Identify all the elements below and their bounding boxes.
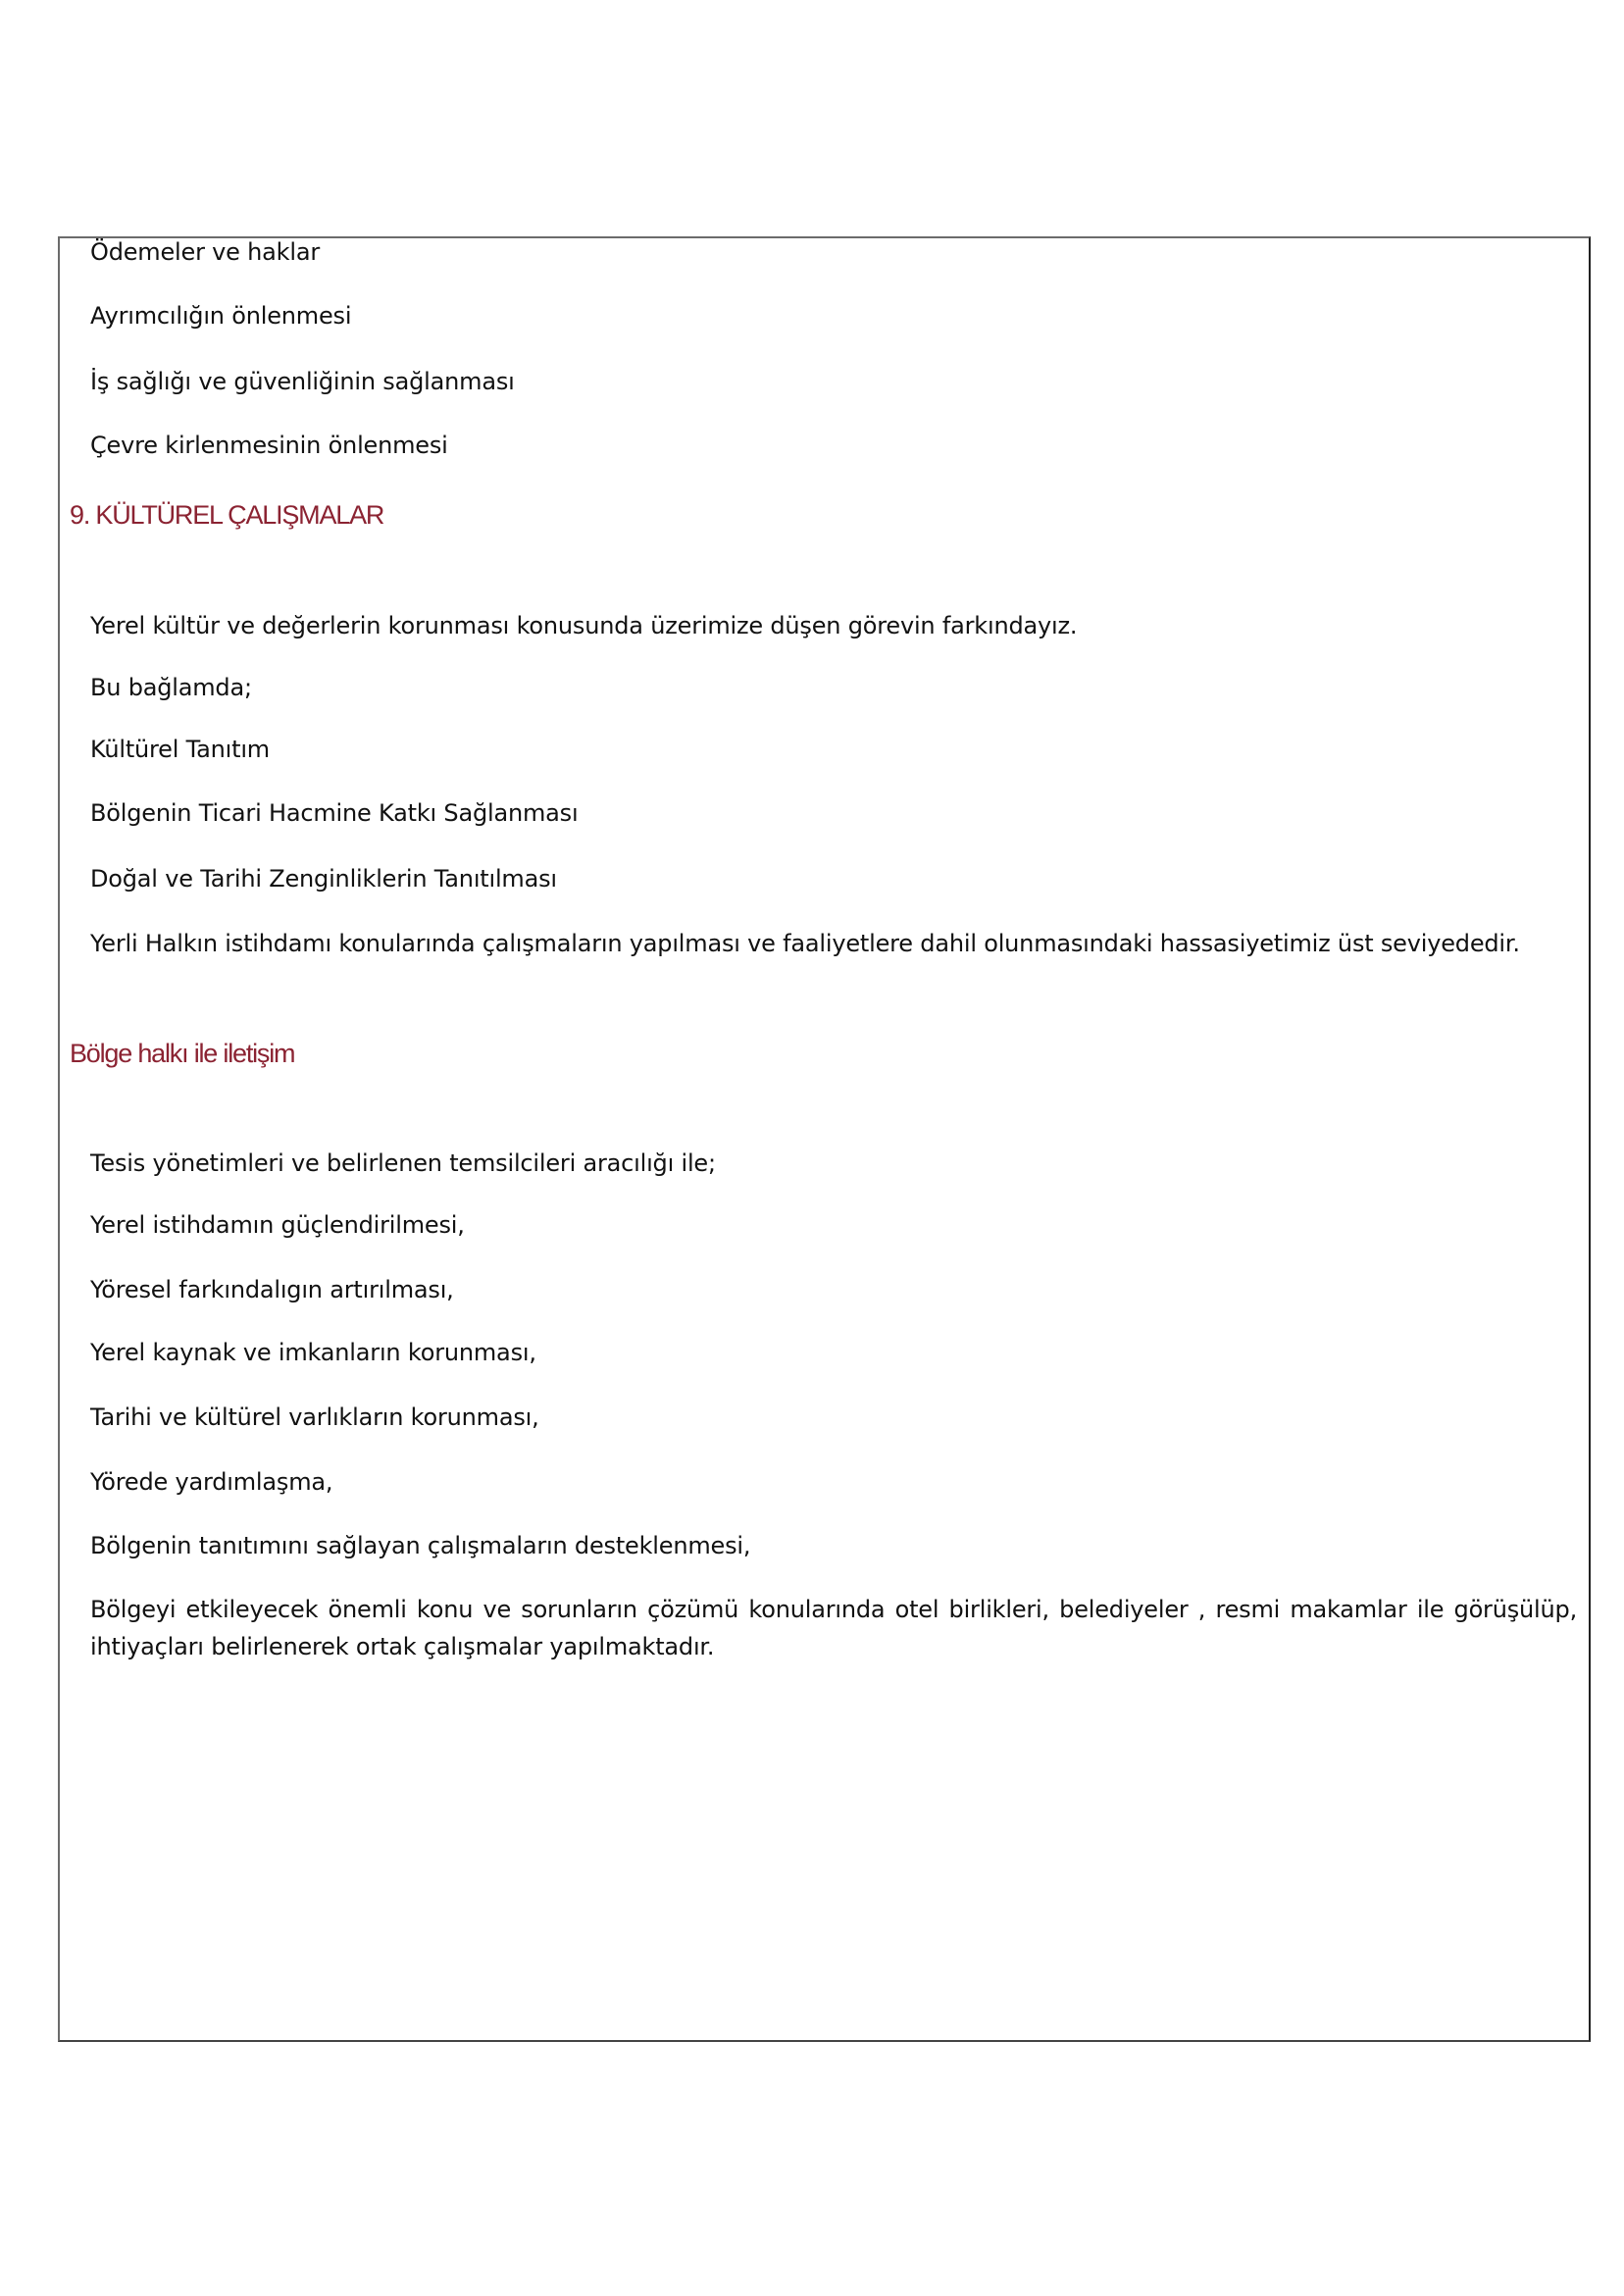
communication-item: Yerel kaynak ve imkanların korunması, — [90, 1339, 536, 1366]
cultural-closing-paragraph: Yerli Halkın istihdamı konularında çalışmaların yapılması ve faaliyetlere dahil olunmasındaki hassasiyetimiz üst seviyededir. — [90, 930, 1520, 957]
communication-item: Tarihi ve kültürel varlıkların korunması, — [90, 1403, 539, 1431]
communication-item: Bölgenin tanıtımını sağlayan çalışmaların desteklenmesi, — [90, 1532, 751, 1559]
cultural-item: Kültürel Tanıtım — [90, 736, 270, 763]
communication-closing-paragraph: Bölgeyi etkileyecek önemli konu ve sorunların çözümü konularında otel birlikleri, belediyeler , resmi makamlar ile görüşülüp, ihtiyaçları belirlenerek ortak çalışmalar yapılmaktadır. — [90, 1596, 1577, 1660]
communication-item: Yerel istihdamın güçlendirilmesi, — [90, 1211, 465, 1239]
section-context: Bu bağlamda; — [90, 674, 252, 701]
rights-item: İş sağlığı ve güvenliğinin sağlanması — [90, 368, 515, 395]
cultural-item: Doğal ve Tarihi Zenginliklerin Tanıtılması — [90, 865, 557, 893]
rights-item: Çevre kirlenmesinin önlenmesi — [90, 432, 448, 459]
rights-item: Ayrımcılığın önlenmesi — [90, 302, 352, 330]
communication-item: Yöresel farkındalıgın artırılması, — [90, 1276, 454, 1303]
communication-intro: Tesis yönetimleri ve belirlenen temsilcileri aracılığı ile; — [90, 1149, 716, 1177]
cultural-item: Bölgenin Ticari Hacmine Katkı Sağlanması — [90, 799, 579, 827]
section-intro: Yerel kültür ve değerlerin korunması konusunda üzerimize düşen görevin farkındayız. — [90, 612, 1078, 639]
rights-item: Ödemeler ve haklar — [90, 238, 321, 266]
section-heading-cultural: 9. KÜLTÜREL ÇALIŞMALAR — [70, 500, 384, 530]
section-heading-communication: Bölge halkı ile iletişim — [70, 1039, 295, 1068]
communication-item: Yörede yardımlaşma, — [90, 1468, 333, 1496]
